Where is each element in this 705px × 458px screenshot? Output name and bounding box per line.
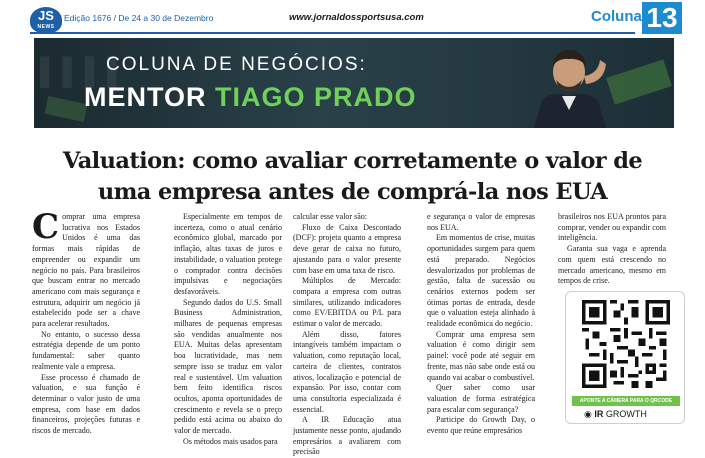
mentor-photo bbox=[514, 38, 624, 128]
headline-line-2: uma empresa antes de comprá-la nos EUA bbox=[97, 179, 608, 205]
paragraph: Especialmente em tempos de incerteza, como o atual cenário econômico global, marcado por inflação, altas taxas de juros e instabilidade, o valuation protege o comprador contra decisões impulsivas e negociações desfavoráveis. bbox=[174, 212, 282, 296]
banknote-graphic bbox=[45, 96, 88, 122]
page-header bbox=[0, 0, 705, 40]
article-column-1 bbox=[32, 207, 140, 437]
banner-title-label: MENTOR bbox=[84, 82, 216, 112]
page-number: 13 bbox=[642, 2, 682, 34]
paragraph: Comprar uma empresa sem valuation é como dirigir sem painel: você pode até seguir em frente, mas não sabe onde está ou quando vai acabar o combustível. bbox=[427, 329, 535, 382]
paragraph: calcular esse valor são: bbox=[293, 212, 367, 221]
paragraph: Segundo dados do U.S. Small Business Administration, milhares de pequenas empresas são vendidas anualmente nos EUA. Muitas delas apresentam boa lucratividade, mas nem sempre isso se traduz em valor real e sustentável. Um valuation bem feito identifica riscos ocultos, aponta oportunidades de crescimento e revela se o preço pedido está acima ou abaixo do valor de mercado. bbox=[174, 297, 282, 436]
paragraph bbox=[32, 207, 140, 330]
article-column-2 bbox=[174, 212, 282, 447]
ir-growth-logo bbox=[584, 409, 647, 420]
qr-cta-banner: APONTE A CÂMERA PARA O QRCODE bbox=[572, 396, 680, 406]
banner-watermark: ▌▌▌▌ bbox=[40, 56, 130, 86]
logo-subtext: NEWS bbox=[37, 24, 55, 30]
banner-title-name: TIAGO PRADO bbox=[215, 82, 417, 112]
paragraph: Participe do Growth Day, o evento que reúne empresários bbox=[427, 415, 535, 436]
website-link[interactable]: www.jornaldossportsusa.com bbox=[289, 12, 424, 23]
banner-title bbox=[84, 82, 417, 113]
qr-code-icon[interactable] bbox=[578, 300, 674, 388]
paragraph: No entanto, o sucesso dessa estratégia depende de um ponto fundamental: saber quanto realmente vale a empresa. bbox=[32, 329, 140, 371]
paragraph: e segurança o valor de empresas nos EUA. bbox=[427, 212, 535, 232]
headline-line-1: Valuation: como avaliar corretamente o valor de bbox=[62, 148, 643, 174]
header-divider bbox=[30, 32, 635, 34]
logo-mark-icon: ◉ bbox=[584, 409, 592, 419]
paragraph: A IR Educação atua justamente nesse ponto, ajudando empresários a avaliarem com precisão bbox=[293, 415, 401, 457]
article-headline bbox=[30, 146, 675, 208]
paragraph: Em momentos de crise, muitas oportunidades surgem para quem está preparado. Negócios desvalorizados por problemas de gestão, falta de sucessão ou cenários externos podem ser ótimas portas de entrada, desde que o valuation esteja alinhado à realidade econômica do negócio. bbox=[427, 233, 535, 329]
column-banner bbox=[34, 38, 674, 128]
brand-prefix: IR bbox=[594, 409, 604, 419]
paragraph: Esse processo é chamado de valuation, e sua função é determinar o valor justo de uma empresa, com base em dados financeiros, projeções futuras e riscos de mercado. bbox=[32, 372, 140, 436]
section-label: Coluna bbox=[591, 8, 642, 25]
paragraph: brasileiros nos EUA prontos para comprar, vender ou expandir com inteligência. bbox=[558, 212, 666, 243]
paragraph: Os métodos mais usados para bbox=[183, 436, 278, 446]
article-column-5 bbox=[558, 212, 666, 287]
publication-logo bbox=[30, 7, 62, 33]
paragraph: Fluxo de Caixa Descontado (DCF): projeta quanto a empresa deve gerar de caixa no futuro, ajustando para o valor presente com base em uma taxa de risco. bbox=[293, 222, 401, 275]
drop-cap: C bbox=[32, 207, 60, 247]
article-column-3 bbox=[293, 212, 401, 458]
banner-subtitle: COLUNA DE NEGÓCIOS: bbox=[106, 54, 367, 75]
paragraph: Garanta sua vaga e aprenda com quem está crescendo no mercado americano, mesmo em tempos de crise. bbox=[558, 244, 666, 286]
paragraph-text: omprar uma empresa lucrativa nos Estados Unidos é uma das formas mais rápidas de empreender ou expandir um negócio no país. Para brasileiros que buscam entrar no mercado americano com mais segurança e estrutura, adquirir um negócio já estabelecido pode ser a chave para acelerar resultados. bbox=[32, 212, 140, 329]
paragraph: Múltiplos de Mercado: compara a empresa com outras similares, utilizando indicadores como EV/EBITDA ou P/L para estimar o valor de mercado. bbox=[293, 276, 401, 329]
qr-code-card[interactable] bbox=[565, 291, 685, 424]
brand-name: GROWTH bbox=[605, 409, 647, 419]
edition-info: Edição 1676 / De 24 a 30 de Dezembro bbox=[64, 13, 214, 23]
paragraph: Quer saber como usar valuation de forma estratégica para escalar com segurança? bbox=[427, 383, 535, 414]
article-column-4 bbox=[427, 212, 535, 437]
logo-text: JS bbox=[38, 8, 54, 23]
paragraph: Além disso, fatores intangíveis também impactam o valuation, como reputação local, carteira de clientes, contratos ativos, localização e potencial de expansão. Por isso, contar com uma consultoria especializada é essencial. bbox=[293, 329, 401, 414]
